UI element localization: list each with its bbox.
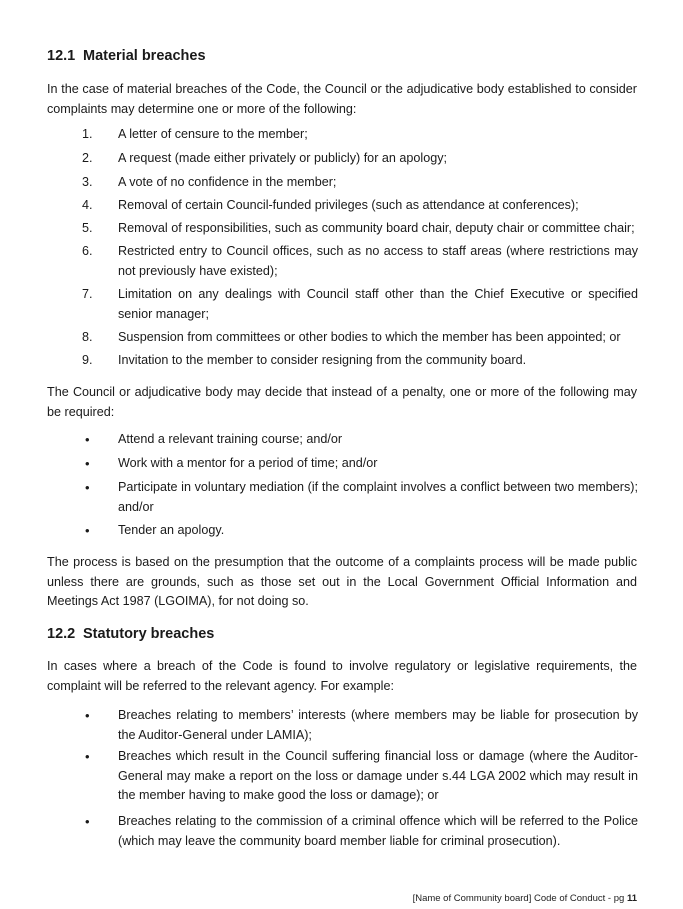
bullet-item bbox=[82, 521, 638, 541]
list-marker: 4. bbox=[82, 198, 93, 212]
bullet-item bbox=[82, 478, 638, 517]
bullet-item bbox=[82, 454, 638, 474]
section-title: Statutory breaches bbox=[83, 626, 215, 642]
list-item bbox=[82, 125, 638, 145]
list-item bbox=[82, 285, 638, 324]
list-marker: 9. bbox=[82, 353, 93, 367]
list-item-text: Restricted entry to Council offices, such as no access to staff areas (where restrictions may not previously have existed); bbox=[118, 244, 638, 278]
bullet-item bbox=[82, 747, 638, 806]
list-marker: 5. bbox=[82, 221, 93, 235]
bullet-item-text: Breaches relating to the commission of a criminal offence which will be referred to the Police (which may leave the community board member liable for criminal prosecution). bbox=[118, 814, 638, 848]
section-number: 12.1 bbox=[47, 48, 76, 64]
list-marker: 8. bbox=[82, 330, 93, 344]
bullet-item bbox=[82, 706, 638, 745]
list-marker: 2. bbox=[82, 151, 93, 165]
list-item-text: Suspension from committees or other bodies to which the member has been appointed; or bbox=[118, 330, 621, 344]
section-title: Material breaches bbox=[83, 48, 206, 64]
list-marker: 3. bbox=[82, 175, 93, 189]
list-item-text: A request (made either privately or publicly) for an apology; bbox=[118, 151, 448, 165]
page-number: 11 bbox=[626, 893, 637, 904]
list-item bbox=[82, 149, 638, 169]
list-item-text: Removal of certain Council-funded privileges (such as attendance at conferences); bbox=[118, 198, 579, 212]
list-item-text: A letter of censure to the member; bbox=[118, 127, 308, 141]
bullet-item-text: Tender an apology. bbox=[118, 523, 225, 537]
material-breaches-intro: In the case of material breaches of the Code, the Council or the adjudicative body established to consider complaints may determine one or more of the following: bbox=[47, 82, 637, 116]
bullet-marker: • bbox=[85, 749, 90, 764]
bullet-item bbox=[82, 812, 638, 851]
list-item-text: Removal of responsibilities, such as community board chair, deputy chair or committee chair; bbox=[118, 221, 635, 235]
page-footer bbox=[413, 893, 637, 904]
bullet-item-text: Work with a mentor for a period of time; and/or bbox=[118, 456, 378, 470]
bullet-marker: • bbox=[85, 523, 90, 538]
bullet-marker: • bbox=[85, 456, 90, 471]
bullet-marker: • bbox=[85, 432, 90, 447]
list-item bbox=[82, 242, 638, 281]
list-marker: 7. bbox=[82, 287, 93, 301]
list-item bbox=[82, 219, 638, 239]
bullet-item bbox=[82, 430, 638, 450]
list-item-text: Invitation to the member to consider resigning from the community board. bbox=[118, 353, 527, 367]
list-marker: 1. bbox=[82, 127, 93, 141]
footer-text: [Name of Community board] Code of Conduct - pg bbox=[412, 893, 627, 904]
list-marker: 6. bbox=[82, 244, 93, 258]
list-item-text: A vote of no confidence in the member; bbox=[118, 175, 337, 189]
list-item bbox=[82, 196, 638, 216]
list-item bbox=[82, 328, 638, 348]
bullet-item-text: Breaches relating to members’ interests (where members may be liable for prosecution by the Auditor-General under LAMIA); bbox=[118, 708, 638, 742]
bullet-marker: • bbox=[85, 814, 90, 829]
bullet-item-text: Breaches which result in the Council suffering financial loss or damage (where the Auditor-General may make a report on the loss or damage under s.44 LGA 2002 which may result in the member having to make good the loss or damage); or bbox=[118, 749, 638, 802]
section-number: 12.2 bbox=[47, 626, 76, 642]
bullet-marker: • bbox=[85, 480, 90, 495]
statutory-breaches-intro: In cases where a breach of the Code is found to involve regulatory or legislative requirements, the complaint will be referred to the relevant agency. For example: bbox=[47, 659, 637, 693]
list-item-text: Limitation on any dealings with Council staff other than the Chief Executive or specified senior manager; bbox=[118, 287, 638, 321]
publication-presumption-paragraph: The process is based on the presumption that the outcome of a complaints process will be made public unless there are grounds, such as those set out in the Local Government Official Information and Meetings Act 1987 (LGOIMA), for not doing so. bbox=[47, 555, 637, 608]
bullet-marker: • bbox=[85, 708, 90, 723]
section-heading-material-breaches bbox=[47, 48, 206, 64]
list-item bbox=[82, 351, 638, 371]
alternative-penalty-intro: The Council or adjudicative body may decide that instead of a penalty, one or more of the following may be required: bbox=[47, 385, 637, 419]
list-item bbox=[82, 173, 638, 193]
section-heading-statutory-breaches bbox=[47, 626, 214, 642]
bullet-item-text: Participate in voluntary mediation (if the complaint involves a conflict between two members); and/or bbox=[118, 480, 638, 514]
bullet-item-text: Attend a relevant training course; and/or bbox=[118, 432, 343, 446]
